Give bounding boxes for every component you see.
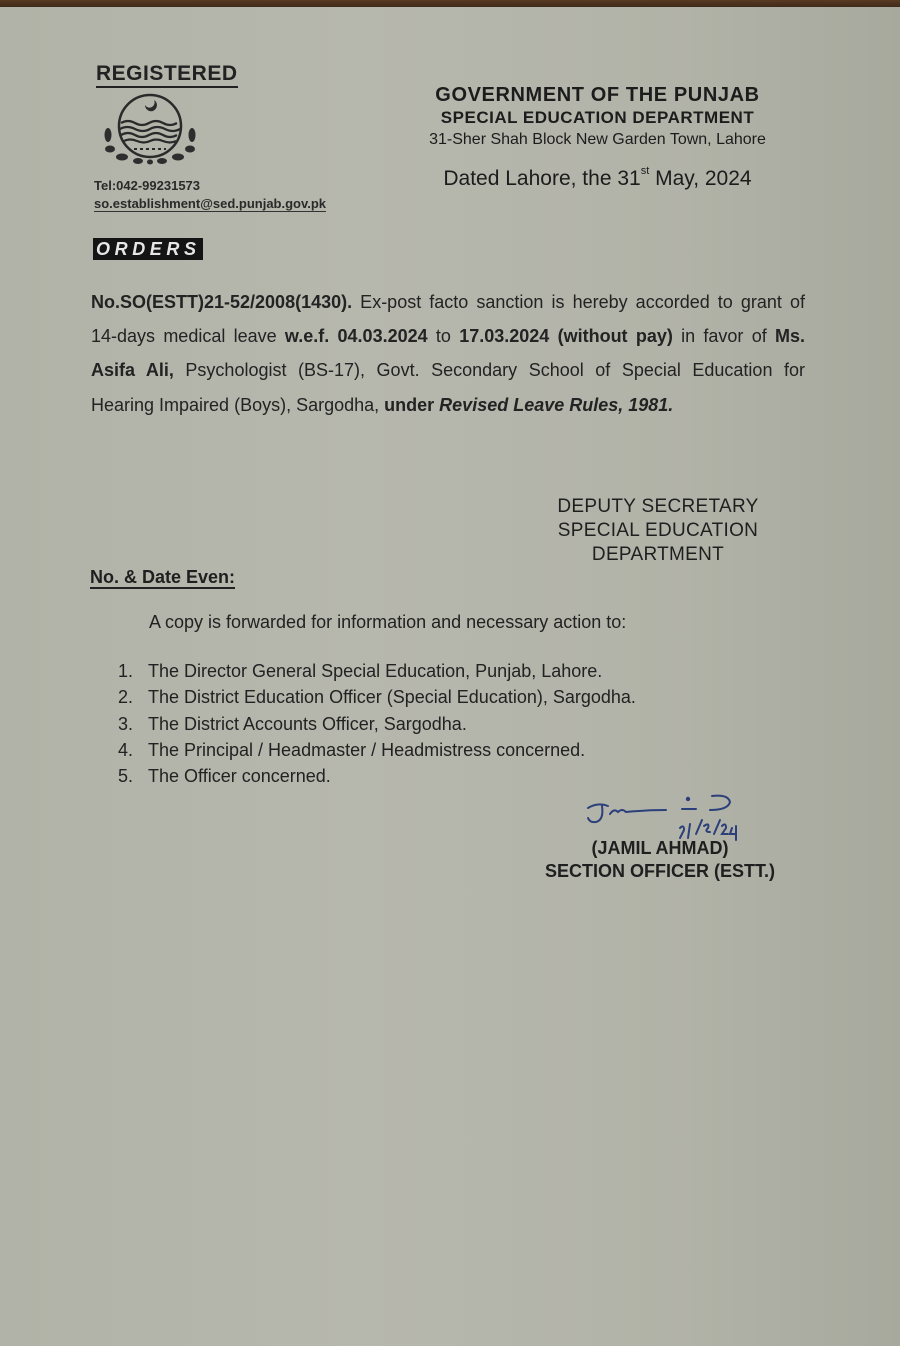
signatory-title: SECTION OFFICER (ESTT.) xyxy=(544,861,775,881)
list-number: 2. xyxy=(118,687,134,708)
list-item xyxy=(115,763,636,789)
list-number: 4. xyxy=(118,739,134,760)
dated-suffix: May, 2024 xyxy=(649,167,752,190)
punjab-emblem-icon xyxy=(100,93,200,165)
endorsement-intro: A copy is forwarded for information and necessary action to: xyxy=(149,612,627,632)
government-title: GOVERNMENT OF THE PUNJAB xyxy=(435,84,760,106)
order-text: to xyxy=(427,326,460,347)
list-number: 1. xyxy=(118,661,134,681)
desk-edge xyxy=(0,0,900,7)
endorsement-heading: No. & Date Even: xyxy=(90,567,236,587)
leave-start: w.e.f. 04.03.2024 xyxy=(284,326,428,347)
order-text: in favor of xyxy=(672,326,775,347)
list-number: 5. xyxy=(118,766,134,787)
order-text: Ex-post facto sanction is hereby accorded to grant of 14-days medical leave xyxy=(91,292,805,347)
order-number: No.SO(ESTT)21-52/2008(1430). xyxy=(91,292,353,312)
list-text: The District Education Officer (Special Education), Sargodha. xyxy=(148,687,636,708)
deputy-line2: SPECIAL EDUCATION xyxy=(557,520,759,541)
dated-prefix: Dated Lahore, the 31 xyxy=(443,167,641,190)
email-link[interactable]: so.establishment@sed.punjab.gov.pk xyxy=(94,196,327,211)
dated-line xyxy=(400,167,795,191)
employee-name: Ms. Asifa Ali, xyxy=(91,326,806,381)
list-item xyxy=(115,684,636,710)
order-paragraph xyxy=(91,285,805,422)
deputy-line3: DEPARTMENT xyxy=(591,544,725,565)
list-item xyxy=(115,737,636,763)
list-item xyxy=(115,658,636,684)
list-number: 3. xyxy=(118,713,134,734)
deputy-line1: DEPUTY SECRETARY xyxy=(557,496,759,517)
department-title: SPECIAL EDUCATION DEPARTMENT xyxy=(440,108,755,127)
signatory-name: (JAMIL AHMAD) xyxy=(591,838,729,858)
telephone: Tel:042-99231573 xyxy=(94,178,201,193)
list-item xyxy=(115,711,636,737)
list-text: The District Accounts Officer, Sargodha. xyxy=(148,713,467,734)
order-text-under: under xyxy=(384,394,440,415)
list-text: The Director General Special Education, Punjab, Lahore. xyxy=(148,661,603,681)
list-text: The Officer concerned. xyxy=(148,766,331,787)
leave-rules: Revised Leave Rules, 1981. xyxy=(439,394,674,415)
deputy-secretary-block xyxy=(520,495,796,567)
dated-ordinal: st xyxy=(640,165,650,177)
order-text: Psychologist (BS-17), Govt. Secondary School of Special Education for Hearing Impaired (Boys), Sargodha, xyxy=(91,360,805,415)
orders-heading: ORDERS xyxy=(93,238,203,260)
department-address: 31-Sher Shah Block New Garden Town, Lahore xyxy=(429,131,766,148)
distribution-list xyxy=(115,658,636,789)
leave-end: 17.03.2024 (without pay) xyxy=(459,326,673,347)
list-text: The Principal / Headmaster / Headmistress concerned. xyxy=(148,739,586,760)
registered-label: REGISTERED xyxy=(96,63,238,88)
